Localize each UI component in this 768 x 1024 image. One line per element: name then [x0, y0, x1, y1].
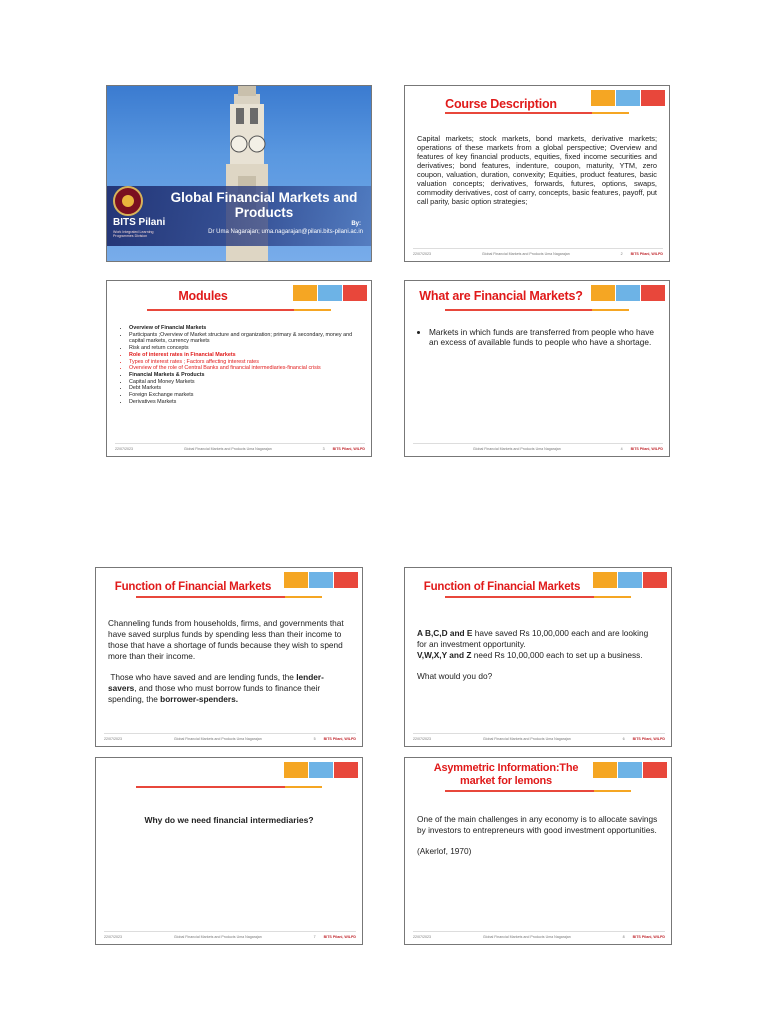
- slide-2-course-description: [404, 85, 670, 262]
- paragraph: Channeling funds from households, firms, and governments that have saved surplus funds by spending less than their income to those that have a shortage of funds because they wish to spend more than their income.: [108, 618, 344, 661]
- slide-7-financial-intermediaries: [95, 757, 363, 945]
- footer-page: 6: [622, 737, 625, 741]
- module-item: • Debt Markets: [129, 385, 359, 392]
- footer-page: 4: [620, 447, 623, 451]
- color-bar: [590, 90, 665, 106]
- module-item: • Overview of the role of Central Banks and financial intermediaries-financial crisis: [129, 365, 359, 372]
- logo-text: BITS Pilani: [113, 217, 166, 228]
- footer-date: 22/07/2023: [413, 935, 431, 939]
- bullet-item: • Markets in which funds are transferred from people who have an excess of available funds to people who have a shortage.: [429, 327, 657, 347]
- footer-date: 22/07/2023: [104, 737, 122, 741]
- footer-date: 22/07/2023: [104, 935, 122, 939]
- slide-title: Course Description: [445, 97, 557, 111]
- footer-brand: BITS Pilani, WILPD: [323, 935, 356, 939]
- module-item: • Derivatives Markets: [129, 399, 359, 406]
- footer-brand: BITS Pilani, WILPD: [632, 737, 665, 741]
- slide-8-asymmetric-information: [404, 757, 672, 945]
- footer-page: 7: [313, 935, 316, 939]
- paragraph: A B,C,D and E have saved Rs 10,00,000 each and are looking for an investment opportunity. V,W,X,Y and Z need Rs 10,00,000 each to set up a business.: [417, 628, 649, 660]
- slide-1-title: [106, 85, 372, 262]
- slide-4-what-are-financial-markets: [404, 280, 670, 457]
- slide-footer: [413, 248, 663, 258]
- title-rule: [445, 309, 629, 311]
- slide-body: [108, 618, 350, 705]
- slide-6-function-of-financial-markets: [404, 567, 672, 747]
- footer-brand: BITS Pilani, WILPD: [630, 252, 663, 256]
- slide-body: [417, 814, 659, 857]
- footer-center: Global Financial Markets and Products Uma Nagarajan: [173, 737, 262, 741]
- footer-center: Global Financial Markets and Products Uma Nagarajan: [472, 447, 561, 451]
- footer-center: Global Financial Markets and Products Uma Nagarajan: [482, 737, 571, 741]
- color-bar: [592, 762, 667, 778]
- paragraph: What would you do?: [417, 671, 493, 681]
- color-bar: [283, 572, 358, 588]
- footer-center: Global Financial Markets and Products Uma Nagarajan: [173, 935, 262, 939]
- title-rule: [445, 790, 631, 792]
- slide-body: [417, 628, 659, 682]
- slide-title: Function of Financial Markets: [114, 581, 272, 593]
- footer-center: Global Financial Markets and Products Uma Nagarajan: [183, 447, 272, 451]
- footer-date: 22/07/2023: [115, 447, 133, 451]
- module-item: • Foreign Exchange markets: [129, 392, 359, 399]
- footer-page: 3: [322, 447, 325, 451]
- footer-date: 22/07/2023: [413, 252, 431, 256]
- slide-body: [417, 327, 657, 347]
- slide-footer: [104, 733, 356, 743]
- module-item: • Financial Markets & Products: [129, 372, 359, 379]
- slide-title: Function of Financial Markets: [423, 581, 581, 593]
- color-bar: [592, 572, 667, 588]
- slide-3-modules: [106, 280, 372, 457]
- course-title: Global Financial Markets and Products: [170, 190, 358, 220]
- paragraph: One of the main challenges in any economy is to allocate savings by investors to entrepreneurs with good investment opportunities.: [417, 814, 658, 835]
- question-text: Why do we need financial intermediaries?: [144, 815, 314, 825]
- paragraph: Those who have saved and are lending funds, the lender-savers, and those who must borrow funds to finance their spending, the borrower-spenders.: [108, 672, 324, 704]
- footer-page: 5: [313, 737, 316, 741]
- module-item: • Role of interest rates in Financial Markets: [129, 352, 359, 359]
- slide-title: What are Financial Markets?: [419, 289, 583, 303]
- paragraph: (Akerlof, 1970): [417, 846, 472, 856]
- footer-page: 8: [622, 935, 625, 939]
- slide-title: Modules: [178, 289, 228, 303]
- module-item: • Overview of Financial Markets: [129, 325, 359, 332]
- module-item: • Capital and Money Markets: [129, 379, 359, 386]
- title-rule: [136, 596, 322, 598]
- title-rule: [445, 112, 629, 114]
- module-item: • Participants ;Overview of Market structure and organization; primary & secondary, money and capital markets, currency markets: [129, 332, 359, 345]
- bits-pilani-logo-seal: [113, 186, 143, 216]
- logo-subtext: Work Integrated Learning Programmes Division: [113, 230, 154, 239]
- footer-brand: BITS Pilani, WILPD: [632, 935, 665, 939]
- color-bar: [283, 762, 358, 778]
- slide-title: Asymmetric Information:The market for lemons: [433, 762, 579, 787]
- slide-footer: [413, 443, 663, 453]
- by-label: By:: [351, 221, 361, 227]
- slide-body: Capital markets; stock markets, bond markets, derivative markets; operations of these markets from a global perspective; Overview and features of key financial products, equities, fixed income securities and derivatives; bond features, indenture, coupon, maturity, YTM, zero coupon, valuation, duration, convexity; Equities, product features, basic valuation concepts; derivatives, forwards, futures, options, swaps, commodity derivatives, cost of carry, concepts, basic features, payoff, put call parity, basic option strategies;: [417, 134, 657, 206]
- footer-date: 22/07/2023: [413, 737, 431, 741]
- footer-center: Global Financial Markets and Products Uma Nagarajan: [482, 935, 571, 939]
- footer-brand: BITS Pilani, WILPD: [323, 737, 356, 741]
- slide-footer: [413, 931, 665, 941]
- author: Dr Uma Nagarajan; uma.nagarajan@pilani.bits-pilani.ac.in: [208, 229, 363, 235]
- color-bar: [292, 285, 367, 301]
- module-item: • Types of interest rates ; Factors affecting interest rates: [129, 359, 359, 366]
- title-rule: [445, 596, 631, 598]
- title-rule: [147, 309, 331, 311]
- footer-center: Global Financial Markets and Products Uma Nagarajan: [481, 252, 570, 256]
- color-bar: [590, 285, 665, 301]
- slide-footer: [115, 443, 365, 453]
- slide-5-function-of-financial-markets: [95, 567, 363, 747]
- slide-footer: [413, 733, 665, 743]
- footer-brand: BITS Pilani, WILPD: [332, 447, 365, 451]
- slide-footer: [104, 931, 356, 941]
- title-rule: [136, 786, 322, 788]
- module-list: [115, 325, 359, 405]
- footer-brand: BITS Pilani, WILPD: [630, 447, 663, 451]
- footer-page: 2: [620, 252, 623, 256]
- module-item: • Risk and return concepts: [129, 345, 359, 352]
